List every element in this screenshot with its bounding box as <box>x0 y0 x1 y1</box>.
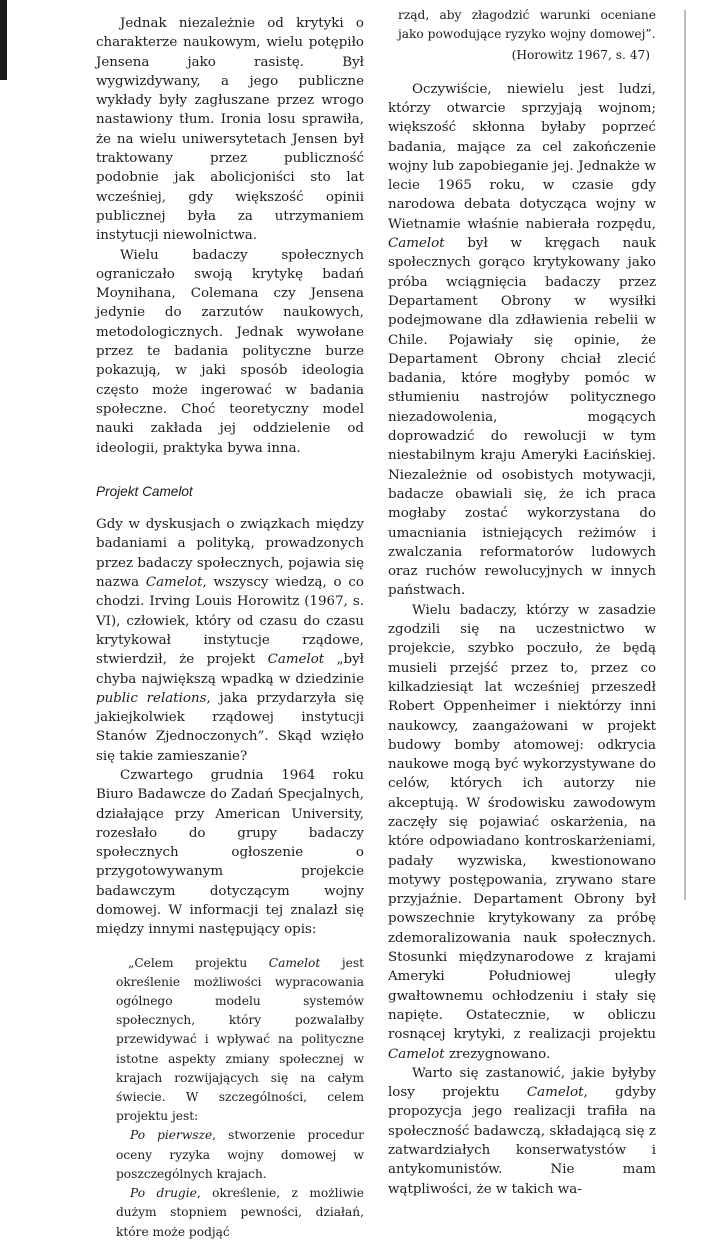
paragraph-jensen-critique: Jednak niezależnie od krytyki o charakterze naukowym, wielu potępiło Jensena jako rasistę. Był wygwizdywany, a jego publiczne wykłady były zagłuszane przez wrogo nastawiony tłum. Ironia losu sprawiła, że na wielu uniwersytetach Jensen był traktowany przez publiczność podobnie jak abolicjoniści sto lat wcześniej, gdy większość opinii publicznej była za utrzymaniem instytucji niewolnictwa. <box>96 16 364 244</box>
quote-first-point: Po pierwsze, stworzenie procedur oceny ryzyka wojny domowej w poszczególnych krajach. <box>116 1128 364 1181</box>
citation: (Horowitz 1967, s. 47) <box>511 48 650 63</box>
left-column <box>96 14 364 1242</box>
quote-camelot-goal: „Celem projektu Camelot jest określenie możliwości wypracowania ogólnego modelu systemów społecznych, który pozwalałby przewidywać i wpływać na polityczne istotne aspekty zmiany społecznej w krajach rozwijających się na całym świecie. W szczególności, celem projektu jest: <box>116 955 364 1124</box>
paragraph-vietnam: Oczywiście, niewielu jest ludzi, którzy otwarcie sprzyjają wojnom; większość skłonna byłaby poprzeć badania, mające za cel zakończenie wojny lub zapobieganie jej. Jednakże w lecie 1965 roku, w czasie gdy narodowa debata dotycząca wojny w Wietnamie właśnie nabierała rozpędu, Camelot był w kręgach nauk społecznych gorąco krytykowany jako próba wciągnięcia badaczy przez Departament Obrony w wysiłki podejmowane dla zdławienia rebelii w Chile. Pojawiały się opinie, że Departament Obrony chciał zlecić badania, które mogłyby pomóc w stłumieniu nastrojów politycznego niezadowolenia, mogących doprowadzić do rewolucji w tym niestabilnym kraju Ameryki Łacińskiej. Niezależnie od osobistych motywacji, badacze obawiali się, że ich praca mogłaby zostać wykorzystana do umacniania istniejących reżimów i zwalczania reformatorów ludowych oraz ruchów rewolucyjnych w innych państwach. <box>388 81 656 599</box>
paragraph-announcement: Czwartego grudnia 1964 roku Biuro Badawcze do Zadań Specjalnych, działające przy American University, rozesłało do grupy badaczy społecznych ogłoszenie o przygotowywanym projekcie badawczym dotyczącym wojny domowej. W informacji tej znalazł się między innymi następujący opis: <box>96 767 364 938</box>
section-heading: Projekt Camelot <box>96 483 193 499</box>
paragraph-conclusion: Warto się zastanowić, jakie byłyby losy projektu Camelot, gdyby propozycja jego realizacji trafiła na społeczność badawczą, składającą się z zatwardziałych konserwatystów i antykomunistów. Nie mam wątpliwości, że w takich wa- <box>388 1065 657 1197</box>
quote-second-point: Po drugie, określenie, z możliwie dużym stopniem pewności, działań, które może podjąć <box>116 1186 365 1239</box>
right-edge-rule <box>684 10 686 900</box>
paragraph-oppenheimer: Wielu badaczy, którzy w zasadzie zgodzili się na uczestnictwo w projekcie, szybko poczuło, że będą musieli przejść przez to, przez co kilkadziesiąt lat wcześniej przeszedł Robert Oppenheimer i niektórzy inni naukowcy, zaangażowani w projekt budowy bomby atomowej: odkrycia naukowe mogą być wykorzystywane do celów, których ich autorzy nie akceptują. W środowisku zawodowym zaczęły się pojawiać oskarżenia, na które odpowiadano kontroskarżeniami, padały wyzwiska, kwestionowano motywy postępowania, zrywano stare przyjaźnie. Departament Obrony był powszechnie krytykowany za próbę zdemoralizowania nauk społecznych. Stosunki międzynarodowe z krajami Ameryki Południowej uległy gwałtownemu ochłodzeniu i stały się napięte. Ostatecznie, w obliczu rosnącej krytyki, z realizacji projektu Camelot zrezygnowano. <box>388 602 656 1062</box>
paragraph-ideology: Wielu badaczy społecznych ograniczało swoją krytykę badań Moynihana, Colemana czy Jensena jedynie do zarzutów naukowych, metodologicznych. Jednak wywołane przez te badania polityczne burze pokazują, w jaki sposób ideologia często może ingerować w badania społeczne. Choć teoretyczny model nauki zakłada jej oddzielenie od ideologii, praktyka bywa inna. <box>96 247 364 456</box>
right-column <box>388 6 656 1199</box>
margin-bar <box>0 0 7 80</box>
quote-continuation: rząd, aby złagodzić warunki oceniane jako powodujące ryzyko wojny domowej”. <box>398 8 656 42</box>
paragraph-camelot-intro: Gdy w dyskusjach o związkach między badaniami a polityką, prowadzonych przez badaczy społecznych, pojawia się nazwa Camelot, wszyscy wiedzą, o co chodzi. Irving Louis Horowitz (1967, s. VI), człowiek, który od czasu do czasu krytykował instytucje rządowe, stwierdził, że projekt Camelot „był chyba największą wpadką w dziedzinie public relations, jaka przydarzyła się jakiejkolwiek rządowej instytucji Stanów Zjednoczonych”. Skąd wzięło się takie zamieszanie? <box>96 517 364 764</box>
